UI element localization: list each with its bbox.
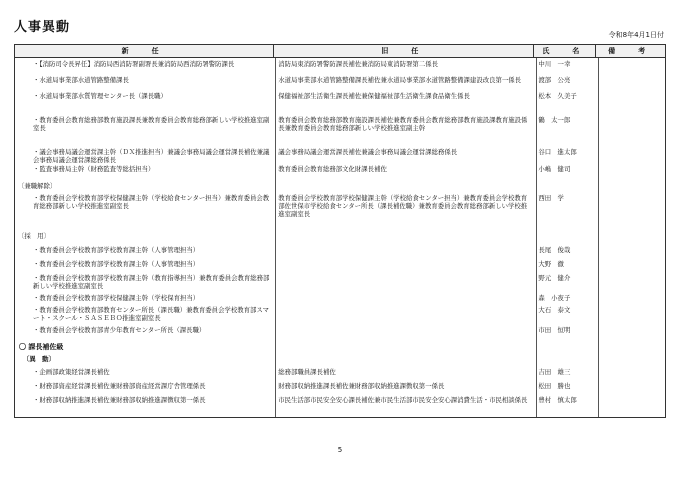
old-post-cell: 教育委員会教育総務部教育施設課長補佐兼教育委員会教育総務部教育施設課教育施設係長兼教育委員会教育総務部新しい学校推進室副主幹	[278, 116, 528, 132]
name-cell: 小嶋 健司	[538, 165, 571, 173]
table-row	[15, 76, 665, 84]
new-post-cell: ・教育委員会学校教育部教育センター所長（課長職）兼教育委員会学校教育部スマート・スクール・ＳＡＳＥＢＯ推進室副室長	[33, 306, 270, 322]
new-post-cell: 〔兼職解除〕	[18, 182, 57, 190]
note-cell	[596, 232, 665, 240]
name-cell: 大野 徹	[538, 260, 564, 268]
table-row	[15, 116, 665, 132]
header-name: 氏 名	[534, 45, 596, 57]
new-post-cell: ・教育委員会学校教育部学校教育課主幹（人事管理担当）	[33, 246, 200, 254]
new-post-cell: ・水道局事業部水道管路整備課長	[33, 76, 129, 84]
name-cell: 大石 泰文	[538, 306, 571, 314]
old-post-cell	[274, 232, 534, 240]
table-body	[15, 58, 665, 418]
new-post-cell: ・【消防司令長昇任】消防局西消防署副署長兼消防局西消防署警防課長	[33, 60, 235, 68]
name-cell: 野元 健介	[538, 274, 571, 282]
name-cell: 長尾 俊哉	[538, 246, 571, 254]
table-row	[15, 368, 665, 376]
old-post-cell	[274, 343, 534, 351]
old-post-cell: 消防局東消防署警防課長補佐兼消防局東消防署第二係長	[278, 60, 438, 68]
table-row	[15, 396, 665, 404]
name-cell: 吉田 雄三	[538, 368, 571, 376]
name-cell	[534, 232, 596, 240]
new-post-cell: ・教育委員会学校教育部学校保健課主幹（学校給食センター担当）兼教育委員会教育総務部新しい学校推進室副室長	[33, 194, 270, 210]
note-cell	[596, 274, 665, 290]
major-heading-row	[15, 343, 665, 351]
old-post-cell: 財務部収納推進課長補佐兼財務部収納推進課徴収第一係長	[278, 382, 445, 390]
note-cell	[596, 148, 665, 164]
new-post-cell: 〔採 用〕	[18, 232, 50, 240]
table-row	[15, 148, 665, 164]
note-cell	[596, 194, 665, 218]
note-cell	[596, 165, 665, 173]
header-note: 備 考	[608, 47, 654, 55]
new-post-cell: ・教育委員会学校教育部学校教育課主幹（教育指導担当）兼教育委員会教育総務部新しい学校推進室副室長	[33, 274, 270, 290]
old-post-cell: 教育委員会教育総務部文化財課長補佐	[278, 165, 387, 173]
table-row	[15, 306, 665, 322]
personnel-table	[14, 44, 666, 418]
name-cell: 鶴 太一郎	[538, 116, 571, 124]
new-post-cell: ・財務部資産経営課長補佐兼財務部資産経営課庁舎管理係長	[33, 382, 206, 390]
old-post-cell	[274, 246, 534, 254]
note-cell	[596, 60, 665, 68]
new-post-cell: ・教育委員会学校教育部学校保健課主幹（学校保育担当）	[33, 294, 200, 302]
old-post-cell: 教育委員会学校教育部学校保健課主幹（学校給食センター担当）兼教育委員会学校教育部佐世保市学校給食センター所長（課長補佐職）兼教育委員会教育総務部新しい学校推進室副室長	[278, 194, 528, 218]
note-cell	[596, 246, 665, 254]
note-cell	[596, 294, 665, 302]
header-new-post: 新 任	[15, 45, 274, 57]
note-cell	[596, 306, 665, 322]
old-post-cell	[274, 274, 534, 290]
name-cell: 中川 一幸	[538, 60, 571, 68]
name-cell: 松本 久美子	[538, 92, 577, 100]
old-post-cell: 総務部職員課長補佐	[278, 368, 336, 376]
section-heading-row	[15, 182, 665, 190]
note-cell	[596, 92, 665, 100]
table-row	[15, 165, 665, 173]
effective-date: 令和8年4月1日付	[608, 31, 664, 39]
note-cell	[596, 396, 665, 404]
table-row	[15, 92, 665, 100]
new-post-cell: 〔異 動〕	[23, 355, 55, 363]
category-heading-row	[15, 355, 665, 363]
note-cell	[596, 368, 665, 376]
name-cell: 渡部 公亮	[538, 76, 571, 84]
old-post-cell	[274, 355, 534, 363]
note-cell	[596, 343, 665, 351]
name-cell	[534, 343, 596, 351]
note-cell	[596, 382, 665, 390]
name-cell: 松田 勝也	[538, 382, 571, 390]
note-cell	[596, 116, 665, 132]
name-cell: 市田 恒明	[538, 326, 571, 334]
name-cell	[534, 182, 596, 190]
old-post-cell	[274, 294, 534, 302]
name-cell	[534, 355, 596, 363]
table-row	[15, 382, 665, 390]
table-header	[15, 45, 665, 58]
table-row	[15, 326, 665, 334]
new-post-cell: 〇 課長補佐級	[19, 343, 64, 351]
table-row	[15, 194, 665, 218]
table-row	[15, 246, 665, 254]
table-row	[15, 294, 665, 302]
note-cell	[596, 260, 665, 268]
name-cell: 西田 学	[538, 194, 564, 202]
new-post-cell: ・教育委員会学校教育部学校教育課主幹（人事管理担当）	[33, 260, 200, 268]
old-post-cell	[274, 326, 534, 334]
new-post-cell: ・議会事務局議会運営課主幹（ＤＸ推進担当）兼議会事務局議会運営課長補佐兼議会事務局議会運営課総務係長	[33, 148, 270, 164]
old-post-cell: 水道局事業部水道管路整備課長補佐兼水道局事業部水道管路整備課建設改良第一係長	[278, 76, 522, 84]
name-cell: 谷口 進太郎	[538, 148, 577, 156]
page-title: 人事異動	[14, 20, 71, 35]
header-old-post: 旧 任	[274, 45, 534, 57]
old-post-cell: 市民生活部市民安全安心課長補佐兼市民生活部市民安全安心課消費生活・市民相談係長	[278, 396, 528, 404]
new-post-cell: ・監査事務局主幹（財務監査等総括担当）	[33, 165, 155, 173]
note-cell	[596, 355, 665, 363]
new-post-cell: ・教育委員会教育総務部教育施設課長兼教育委員会教育総務部新しい学校推進室副室長	[33, 116, 270, 132]
old-post-cell: 議会事務局議会運営課長補佐兼議会事務局議会運営課総務係長	[278, 148, 458, 156]
page-number: 5	[337, 446, 343, 454]
table-row	[15, 274, 665, 290]
table-row	[15, 260, 665, 268]
old-post-cell	[274, 260, 534, 268]
new-post-cell: ・企画部政策経営課長補佐	[33, 368, 110, 376]
old-post-cell: 保健福祉部生活衛生課長補佐兼保健福祉部生活衛生課食品衛生係長	[278, 92, 470, 100]
new-post-cell: ・財務部収納推進課長補佐兼財務部収納推進課徴収第一係長	[33, 396, 206, 404]
old-post-cell	[274, 306, 534, 322]
name-cell: 森 小夜子	[538, 294, 571, 302]
note-cell	[596, 326, 665, 334]
section-heading-row	[15, 232, 665, 240]
old-post-cell	[274, 182, 534, 190]
name-cell: 豊村 慎太郎	[538, 396, 577, 404]
note-cell	[596, 182, 665, 190]
new-post-cell: ・水道局事業部水質管理センター長（課長職）	[33, 92, 167, 100]
new-post-cell: ・教育委員会学校教育部青少年教育センター所長（課長職）	[33, 326, 206, 334]
table-row	[15, 60, 665, 68]
note-cell	[596, 76, 665, 84]
